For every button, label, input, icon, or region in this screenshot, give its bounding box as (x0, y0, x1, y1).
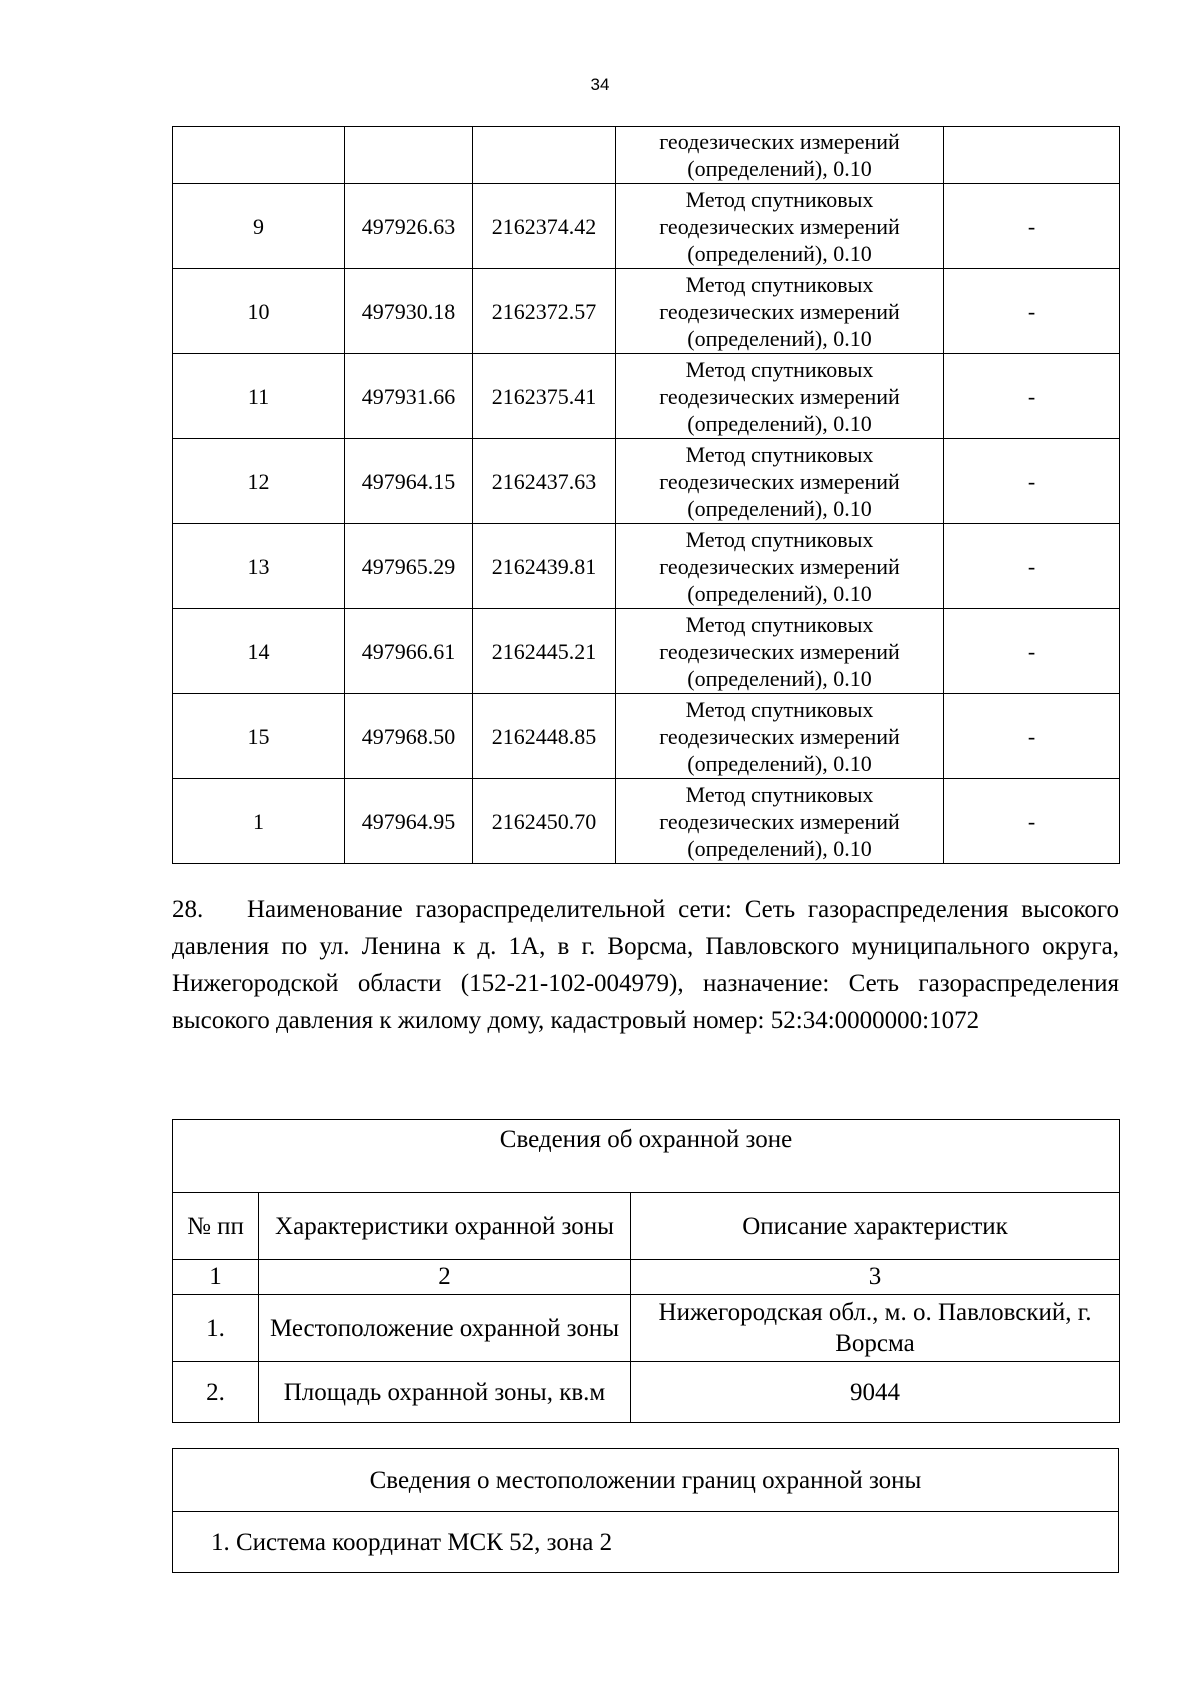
row-name: Площадь охранной зоны, кв.м (259, 1362, 631, 1423)
method-cell (616, 609, 944, 694)
y-cell: 2162374.42 (473, 184, 616, 269)
y-cell: 2162372.57 (473, 269, 616, 354)
coordinate-system-text: 1. Система координат МСК 52, зона 2 (173, 1512, 1119, 1573)
method-cell (616, 354, 944, 439)
method-line: (определений), 0.10 (687, 580, 872, 606)
index-cell: 3 (631, 1260, 1120, 1295)
index-cell: 1 (173, 1260, 259, 1295)
header-description: Описание характеристик (631, 1193, 1120, 1260)
method-line: (определений), 0.10 (687, 410, 872, 436)
table-row (173, 354, 1120, 439)
method-line: геодезических измерений (659, 468, 900, 494)
y-cell: 2162445.21 (473, 609, 616, 694)
boundary-table-caption: Сведения о местоположении границ охранной зоны (173, 1449, 1119, 1512)
method-line: геодезических измерений (659, 808, 900, 834)
x-cell: 497930.18 (345, 269, 473, 354)
row-number: 2. (173, 1362, 259, 1423)
x-cell: 497926.63 (345, 184, 473, 269)
table-row-continued (173, 127, 1120, 184)
method-cell (616, 439, 944, 524)
table-row (173, 1362, 1120, 1423)
index-cell: 2 (259, 1260, 631, 1295)
method-line: (определений), 0.10 (687, 665, 872, 691)
point-cell: 1 (173, 779, 345, 864)
method-line: геодезических измерений (659, 129, 900, 154)
method-line: геодезических измерений (659, 638, 900, 664)
point-cell: 14 (173, 609, 345, 694)
table-row (173, 694, 1120, 779)
table-row (173, 779, 1120, 864)
method-line: Метод спутниковых (685, 611, 874, 637)
method-line: (определений), 0.10 (687, 495, 872, 521)
point-cell (173, 127, 345, 184)
y-cell: 2162437.63 (473, 439, 616, 524)
y-cell (473, 127, 616, 184)
method-line: (определений), 0.10 (687, 750, 872, 776)
x-cell: 497931.66 (345, 354, 473, 439)
header-number: № пп (173, 1193, 259, 1260)
x-cell: 497966.61 (345, 609, 473, 694)
method-cell (616, 269, 944, 354)
extra-cell: - (944, 184, 1120, 269)
table-row (173, 439, 1120, 524)
y-cell: 2162450.70 (473, 779, 616, 864)
y-cell: 2162448.85 (473, 694, 616, 779)
method-line: Метод спутниковых (685, 441, 874, 467)
method-line: (определений), 0.10 (687, 835, 872, 861)
table-row (173, 1295, 1120, 1362)
method-line: Метод спутниковых (685, 356, 874, 382)
point-cell: 12 (173, 439, 345, 524)
y-cell: 2162375.41 (473, 354, 616, 439)
x-cell: 497965.29 (345, 524, 473, 609)
method-line: геодезических измерений (659, 723, 900, 749)
y-cell: 2162439.81 (473, 524, 616, 609)
extra-cell: - (944, 694, 1120, 779)
method-line: Метод спутниковых (685, 781, 874, 807)
extra-cell: - (944, 524, 1120, 609)
method-line: геодезических измерений (659, 553, 900, 579)
method-line: (определений), 0.10 (687, 156, 872, 181)
x-cell: 497968.50 (345, 694, 473, 779)
section-text: Наименование газораспределительной сети: Сеть газораспределения высокого давления по ул. Ленина к д. 1А, в г. Ворсма, Павловского муниципального округа, Нижегородской области (152-21-102-004979), назначение: Сеть газораспределения высокого давления к жилому дому, кадастровый номер: 52:34:0000000:1072 (172, 896, 1119, 1034)
zone-table-caption: Сведения об охранной зоне (173, 1120, 1120, 1193)
method-line: Метод спутниковых (685, 271, 874, 297)
header-characteristic: Характеристики охранной зоны (259, 1193, 631, 1260)
row-number: 1. (173, 1295, 259, 1362)
coordinates-table (172, 126, 1120, 864)
page-number: 34 (590, 75, 610, 94)
boundary-table (172, 1448, 1119, 1573)
point-cell: 13 (173, 524, 345, 609)
method-line: геодезических измерений (659, 213, 900, 239)
extra-cell (944, 127, 1120, 184)
x-cell (345, 127, 473, 184)
point-cell: 11 (173, 354, 345, 439)
point-cell: 9 (173, 184, 345, 269)
row-value: 9044 (631, 1362, 1120, 1423)
method-line: Метод спутниковых (685, 526, 874, 552)
method-cell (616, 127, 944, 184)
extra-cell: - (944, 439, 1120, 524)
zone-info-table (172, 1119, 1120, 1423)
extra-cell: - (944, 354, 1120, 439)
method-line: Метод спутниковых (685, 186, 874, 212)
point-cell: 15 (173, 694, 345, 779)
method-line: Метод спутниковых (685, 696, 874, 722)
point-cell: 10 (173, 269, 345, 354)
x-cell: 497964.15 (345, 439, 473, 524)
extra-cell: - (944, 609, 1120, 694)
method-line: геодезических измерений (659, 298, 900, 324)
method-line: геодезических измерений (659, 383, 900, 409)
section-paragraph (172, 891, 1119, 1039)
row-value: Нижегородская обл., м. о. Павловский, г. Ворсма (631, 1295, 1120, 1362)
method-line: (определений), 0.10 (687, 240, 872, 266)
table-row (173, 609, 1120, 694)
method-line: (определений), 0.10 (687, 325, 872, 351)
table-row (173, 184, 1120, 269)
method-cell (616, 694, 944, 779)
x-cell: 497964.95 (345, 779, 473, 864)
method-cell (616, 779, 944, 864)
extra-cell: - (944, 269, 1120, 354)
row-name: Местоположение охранной зоны (259, 1295, 631, 1362)
table-row (173, 269, 1120, 354)
method-cell (616, 184, 944, 269)
section-number: 28. (172, 896, 204, 923)
extra-cell: - (944, 779, 1120, 864)
method-cell (616, 524, 944, 609)
table-row (173, 524, 1120, 609)
